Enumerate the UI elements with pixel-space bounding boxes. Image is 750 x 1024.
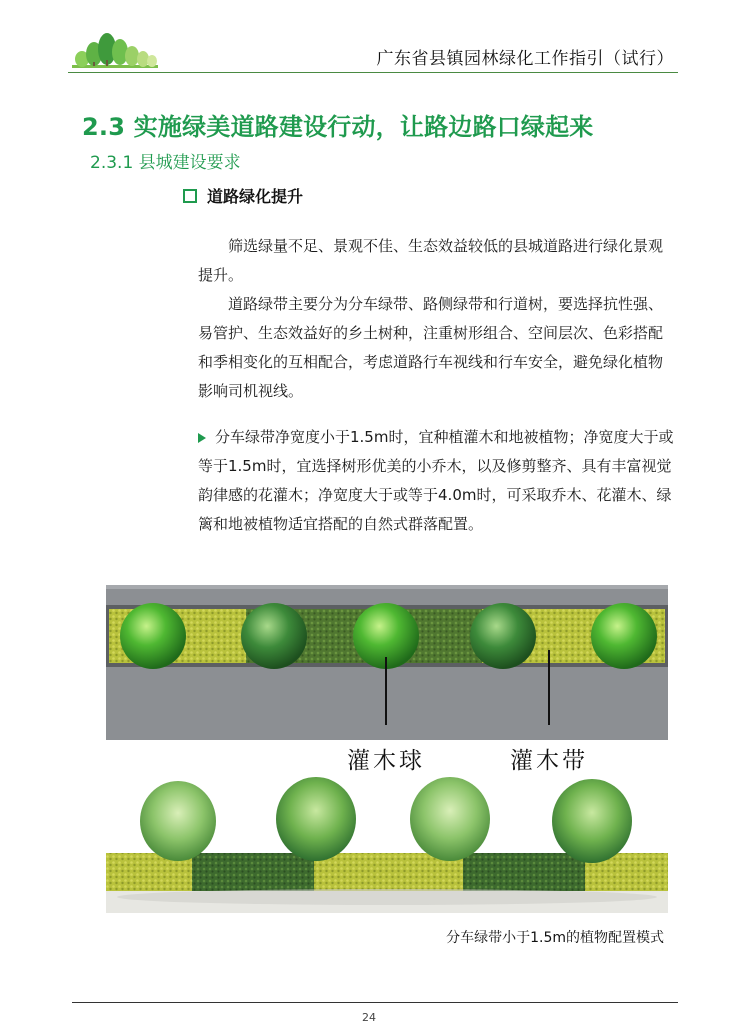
body-paragraph-1: 筛选绿量不足、景观不佳、生态效益较低的县城道路进行绿化景观提升。 [198,237,664,284]
square-bullet-icon [183,189,197,203]
triangle-bullet-icon [198,433,206,443]
subsection-heading: 2.3.1 县城建设要求 [90,153,241,173]
logo-trees-icon [72,32,158,72]
body-paragraph-3 [198,423,676,539]
body-paragraph-3-text: 分车绿带净宽度小于1.5m时，宜种植灌木和地被植物；净宽度大于或等于1.5m时，宜选择树形优美的小乔木，以及修剪整齐、具有丰富视觉韵律感的花灌木；净宽度大于或等于4.0m时，可采取乔木、花灌木、绿篱和地被植物适宜搭配的自然式群落配置。 [198,428,674,533]
header-divider [68,72,678,73]
body-paragraph-2: 道路绿带主要分为分车绿带、路侧绿带和行道树，要选择抗性强、易管护、生态效益好的乡土树种，注重树形组合、空间层次、色彩搭配和季相变化的互相配合，考虑道路行车视线和行车安全，避免绿化植物影响司机视线。 [198,295,664,400]
label-shrub-belt: 灌木带 [510,748,588,773]
topic-heading-text: 道路绿化提升 [207,187,304,206]
footer-divider [72,1002,678,1003]
running-header-title: 广东省县镇园林绿化工作指引（试行） [376,49,674,69]
figure-caption: 分车绿带小于1.5m的植物配置模式 [446,930,664,946]
section-heading: 2.3 实施绿美道路建设行动，让路边路口绿起来 [82,113,594,141]
label-shrub-ball: 灌木球 [347,748,425,773]
median-planting-diagram [106,585,668,925]
page-number: 24 [362,1011,376,1024]
topic-heading [183,184,303,207]
